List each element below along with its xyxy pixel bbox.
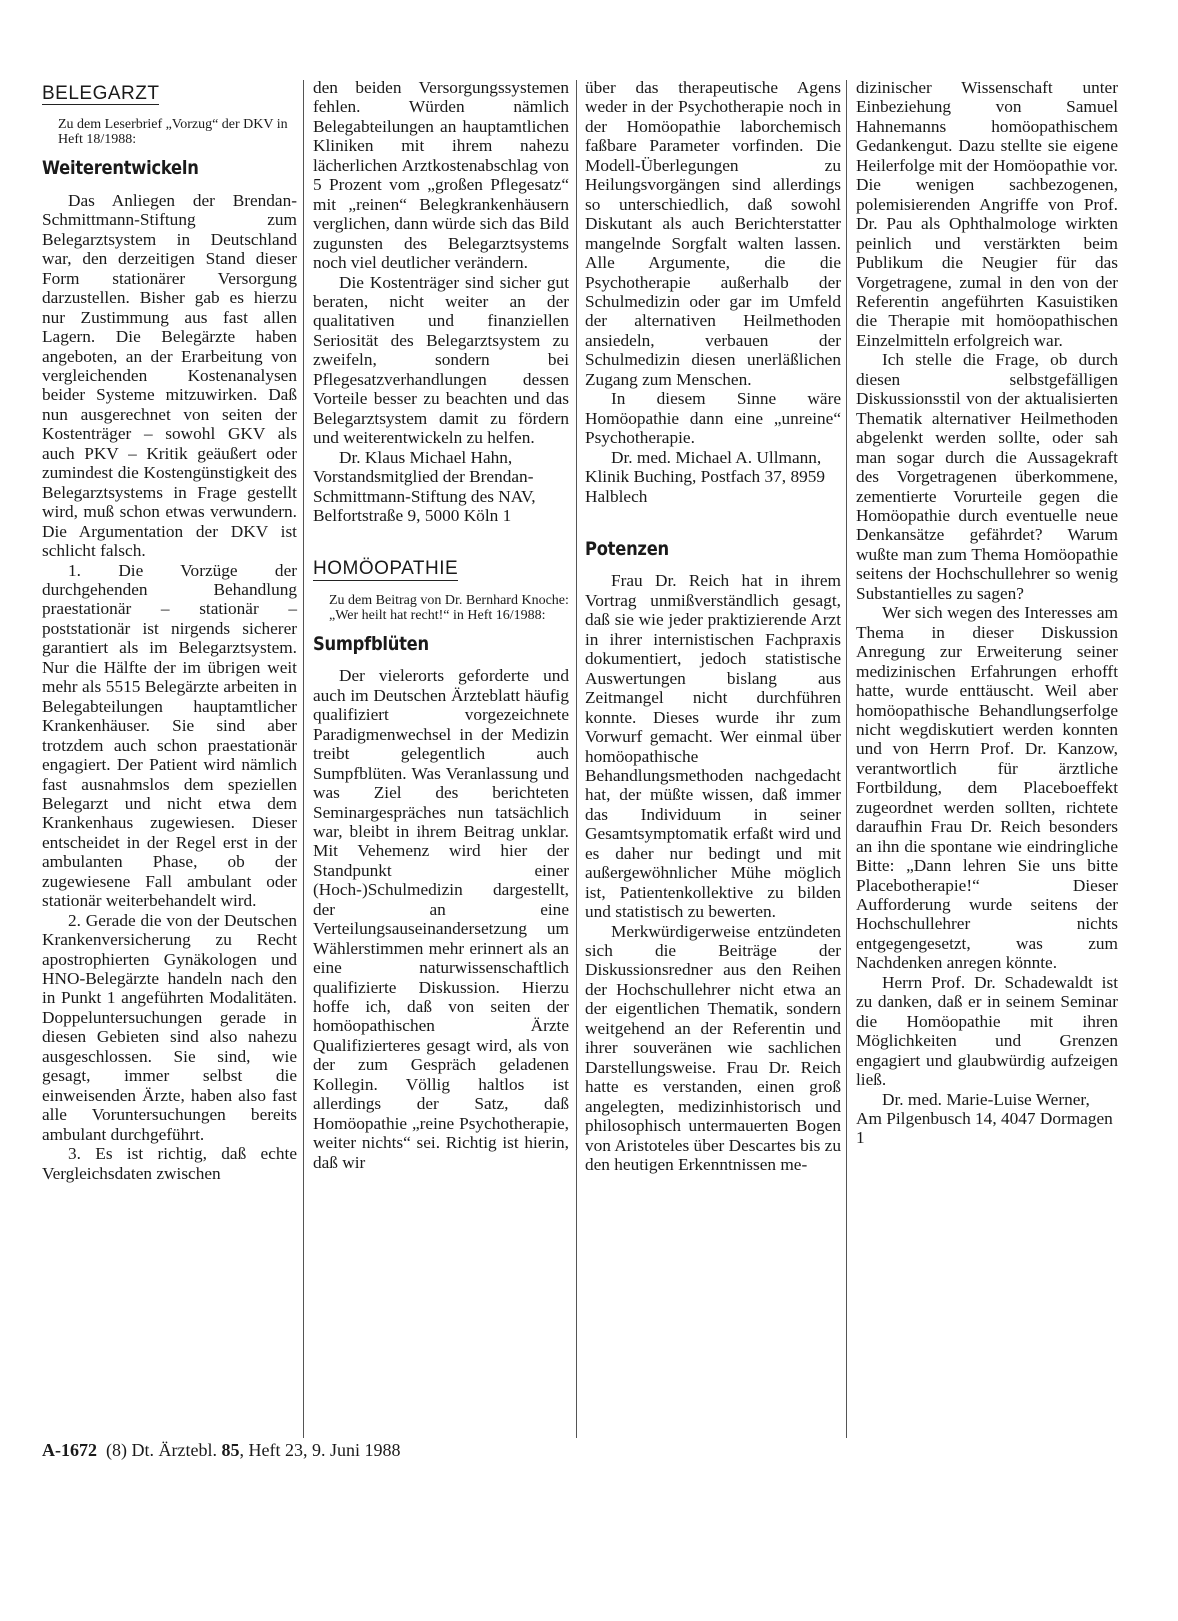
paragraph: 2. Gerade die von der Deutschen Krankenversicherung zu Recht apostrophierten Gynäkologen und HNO-Belegärzte handeln nach den in Punkt 1 angeführten Modalitäten. Doppeluntersuchungen gerade in diesen Gebieten sind also nahezu ausgeschlossen. Sie sind, wie gesagt, immer selbst die einweisenden Ärzte, haben also fast alle Voruntersuchungen bereits ambulant durchgeführt.: [42, 910, 297, 1144]
paragraph: Der vielerorts geforderte und auch im Deutschen Ärzteblatt häufig qualifiziert vorgezeichnete Paradigmenwechsel in der Medizin treibt gelegentlich auch Sumpfblüten. Was Veranlassung und was Ziel des berichteten Seminargespräches nun tatsächlich war, bleibt in ihrem Beitrag unklar. Mit Vehemenz wird hier der Standpunkt einer (Hoch-)Schulmedizin dargestellt, der an eine Verteilungsauseinandersetzung um Wählerstimmen mehr erinnert als an eine naturwissenschaftlich qualifizierte Diskussion. Hierzu hoffe ich, daß von seiten der homöopathischen Ärzte Qualifizierteres gesagt wird, als von der zum Gespräch geladenen Kollegin. Völlig haltlos ist allerdings der Satz, daß Homöopathie „reine Psychotherapie, weiter nichts“ sei. Richtig ist hierin, daß wir: [313, 666, 569, 1172]
page-number: A-1672: [42, 1440, 97, 1460]
author-signature: Dr. Klaus Michael Hahn, Vorstandsmitglied der Brendan-Schmittmann-Stiftung des NAV, Belfortstraße 9, 5000 Köln 1: [313, 447, 536, 525]
section-title: BELEGARZT: [42, 83, 160, 104]
journal-volume: 85: [221, 1440, 240, 1460]
column-divider: [846, 80, 847, 1438]
paragraph: Herrn Prof. Dr. Schadewaldt ist zu danken, daß er in seinem Seminar die Homöopathie mit ihren Möglichkeiten und Grenzen engagiert und glaubwürdig aufzeigen ließ.: [856, 972, 1118, 1090]
column-4: [856, 78, 1118, 1148]
reference-note: Zu dem Leserbrief „Vorzug“ der DKV in Heft 18/1988:: [58, 117, 288, 148]
paragraph: Ich stelle die Frage, ob durch diesen selbstgefälligen Diskussionsstil von der aktualisierten Thematik alternativer Heilmethoden abgelenkt werden sollte, oder sah man sogar durch die Aussagekraft des Vorgetragenen überkommene, zementierte Vorurteile gegen die Homöopathie durch eventuelle neue Denkansätze gefährdet? Warum wußte man zum Thema Homöopathie seitens der Hochschullehrer so wenig Substantielles zu sagen?: [856, 350, 1118, 603]
paragraph: dizinischer Wissenschaft unter Einbeziehung von Samuel Hahnemanns homöopathischem Gedankengut. Dazu stellte sie eigene Heilerfolge mit der Homöopathie vor. Die wenigen sachbezogenen, polemisierenden Angriffe von Prof. Dr. Pau als Ophthalmologe wirkten peinlich und verstärkten beim Publikum die Neugier für das Vorgetragene, zumal in den von der Referentin angeführten Kasuistiken die Therapie mit homöopathischen Einzelmitteln erfolgreich war.: [856, 78, 1118, 350]
paragraph: 3. Es ist richtig, daß echte Vergleichsdaten zwischen: [42, 1144, 297, 1183]
letter-headline: Weiterentwickeln: [42, 157, 199, 180]
column-2: [313, 78, 569, 1172]
paragraph: über das therapeutische Agens weder in der Psychotherapie noch in der Homöopathie laborchemisch faßbare Parameter vorfinden. Die Modell-Überlegungen zu Heilungsvorgängen sind allerdings so unterschiedlich, daß sowohl Diskutant als auch Berichterstatter mangelnde Sorgfalt walten lassen. Alle Argumente, die die Psychotherapie außerhalb der Schulmedizin oder gar im Umfeld der alternativen Heilmethoden ansiedeln, verbauen der Schulmedizin diesen unerläßlichen Zugang zum Menschen.: [585, 78, 841, 389]
paragraph: 1. Die Vorzüge der durchgehenden Behandlung praestationär – stationär – poststationär ist nirgends sicherer garantiert als im Belegarztsystem. Nur die Hälfte der im übrigen weit mehr als 5515 Belegärzte arbeiten in Belegabteilungen hauptamtlicher Krankenhäuser. Sie sind aber trotzdem auch schon praestationär engagiert. Der Patient wird nämlich fast ausnahmslos dem speziellen Belegarzt und nicht etwa dem Krankenhaus zugewiesen. Dieser entscheidet in der Regel erst in der ambulanten Phase, ob der zugewiesene Fall ambulant oder stationär weiterbehandelt wird.: [42, 560, 297, 911]
paragraph: Frau Dr. Reich hat in ihrem Vortrag unmißverständlich gesagt, daß sie wie jeder praktizierende Arzt in ihrer internistischen Fachpraxis dokumentiert, jedoch statistische Auswertungen bislang aus Zeitmangel nicht durchführen konnte. Dieses wurde ihr zum Vorwurf gemacht. Wer einmal über homöopathische Behandlungsmethoden nachgedacht hat, der müßte wissen, daß immer das Individuum in seiner Gesamtsymptomatik erfaßt wird und es daher nur bedingt und mit außergewöhnlicher Mühe möglich ist, Patientenkollektive zu bilden und statistisch zu bewerten.: [585, 571, 841, 922]
page-footer: [42, 1440, 400, 1461]
author-signature: Dr. med. Michael A. Ullmann, Klinik Buching, Postfach 37, 8959 Halblech: [585, 447, 826, 506]
reference-note: Zu dem Beitrag von Dr. Bernhard Knoche: „Wer heilt hat recht!“ in Heft 16/1988:: [329, 592, 569, 623]
paragraph: Die Kostenträger sind sicher gut beraten, nicht weiter an der qualitativen und finanziellen Seriosität des Belegarztsystem zu zweifeln, sondern bei Pflegesatzverhandlungen dessen Vorteile besser zu beachten und das Belegarztsystem damit zu fördern und weiterentwickeln zu helfen.: [313, 272, 569, 448]
paragraph: Das Anliegen der Brendan-Schmittmann-Stiftung zum Belegarztsystem in Deutschland war, den derzeitigen Stand dieser Form stationärer Versorgung darzustellen. Bisher gab es hierzu nur Zustimmung aus fast allen Lagern. Die Belegärzte haben angeboten, an der Erarbeitung von vergleichenden Kostenanalysen beider Systeme mitzuwirken. Daß nun ausgerechnet von seiten der Kostenträger – sowohl GKV als auch PKV – Kritik geäußert oder zumindest die Kostengünstigkeit des Belegarztsystems in Frage gestellt wird, muß schon etwas verwundern. Die Argumentation der DKV ist schlicht falsch.: [42, 190, 297, 561]
paragraph: Merkwürdigerweise entzündeten sich die Beiträge der Diskussionsredner aus den Reihen der Hochschullehrer nicht etwa an der eigentlichen Thematik, sondern weitgehend an der Referentin und ihrer souveränen wie sachlichen Darstellungsweise. Frau Dr. Reich hatte es verstanden, einen groß angelegten, medizinhistorisch und philosophisch untermauerten Bogen von Aristoteles über Descartes bis zu den heutigen Erkenntnissen me-: [585, 921, 841, 1175]
section-title: HOMÖOPATHIE: [313, 558, 459, 580]
column-divider: [576, 80, 577, 1438]
letter-headline: Sumpfblüten: [313, 632, 429, 655]
column-divider: [303, 80, 304, 1438]
letter-headline: Potenzen: [585, 537, 669, 560]
column-1: [42, 78, 297, 1183]
paragraph: den beiden Versorgungssystemen fehlen. Würden nämlich Belegabteilungen an hauptamtlichen Kliniken mit ihrem nahezu lächerlichen Arztkostenabschlag von 5 Prozent vom „großen Pflegesatz“ mit „reinen“ Belegkrankenhäusern verglichen, dann würde sich das Bild zugunsten des Belegarztsystems noch viel deutlicher verändern.: [313, 78, 569, 273]
paragraph: In diesem Sinne wäre Homöopathie dann eine „unreine“ Psychotherapie.: [585, 389, 841, 448]
journal-name: (8) Dt. Ärztebl.: [106, 1440, 217, 1460]
author-signature: Dr. med. Marie-Luise Werner, Am Pilgenbusch 14, 4047 Dormagen 1: [856, 1089, 1113, 1148]
paragraph: Wer sich wegen des Interesses am Thema in dieser Diskussion Anregung zur Erweiterung seiner medizinischen Erfahrungen erhofft hatte, wurde enttäuscht. Weil aber homöopathische Behandlungserfolge nicht wegdiskutiert werden konnten und von Herrn Prof. Dr. Kanzow, verantwortlich für ärztliche Fortbildung, dem Placeboeffekt zugeordnet werden sollten, richtete daraufhin Frau Dr. Reich besonders an ihn die spontane wie eindringliche Bitte: „Dann lehren Sie uns bitte Placebotherapie!“ Dieser Aufforderung wurde seitens der Hochschullehrer nichts entgegengesetzt, was zum Nachdenken anregen könnte.: [856, 603, 1118, 973]
column-3: [585, 78, 841, 1174]
issue-date: , Heft 23, 9. Juni 1988: [239, 1440, 401, 1460]
